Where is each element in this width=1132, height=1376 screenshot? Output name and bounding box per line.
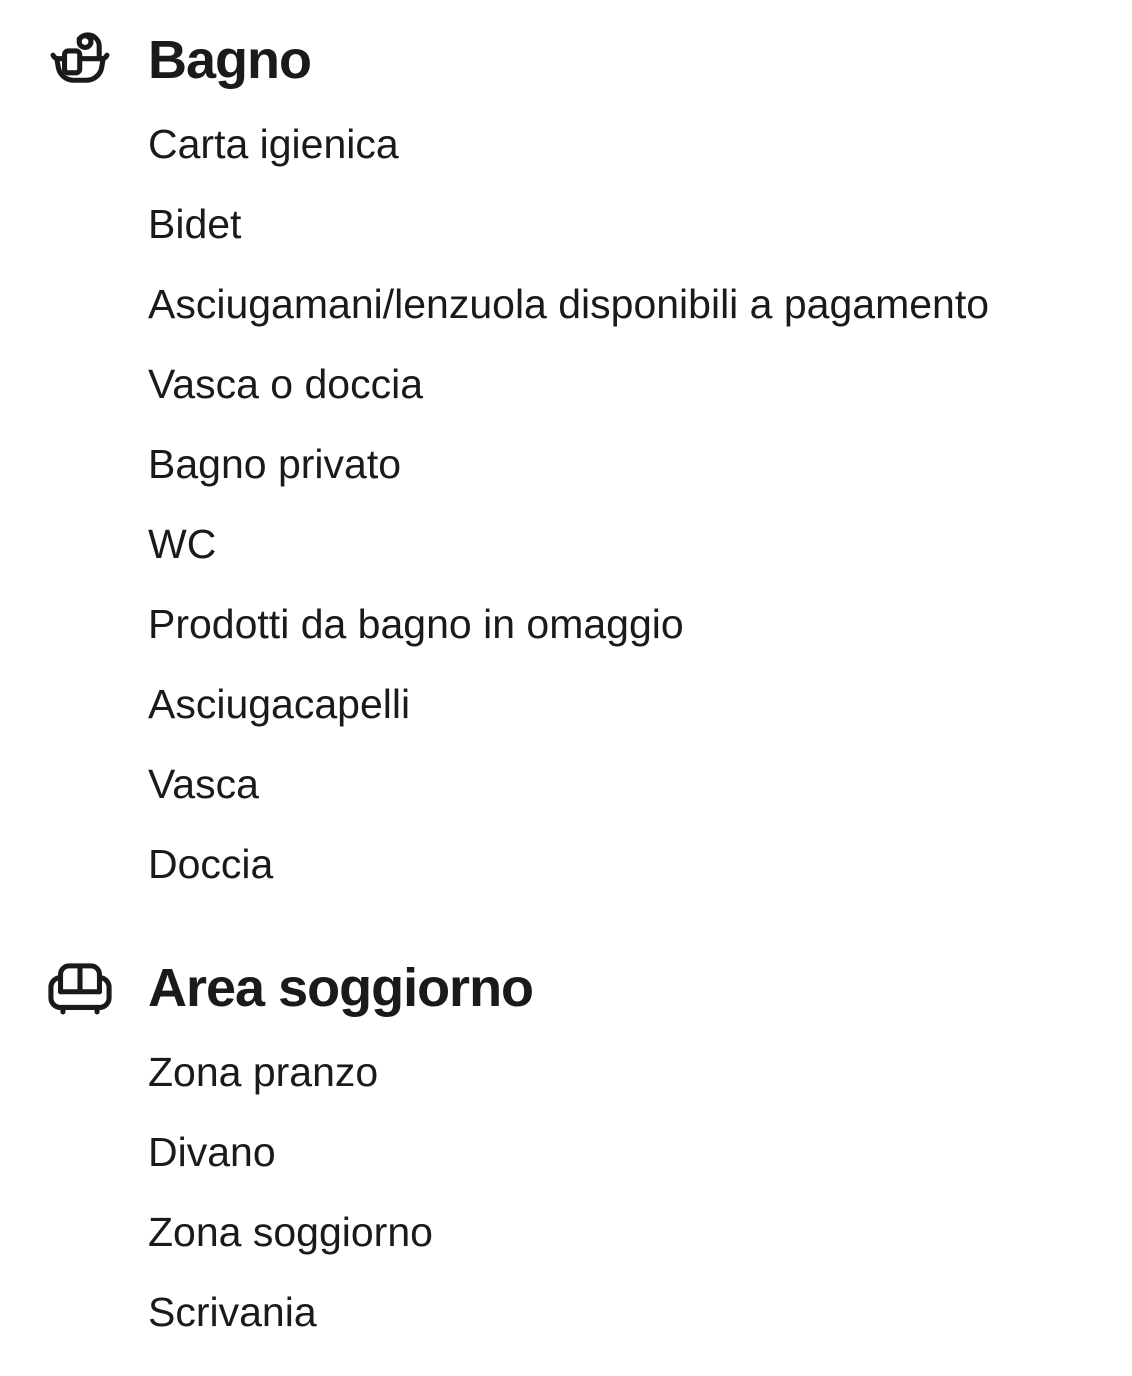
section-header — [0, 956, 1132, 1020]
amenity-item: Carta igienica — [148, 121, 399, 167]
amenity-item: Divano — [148, 1129, 276, 1175]
amenity-section — [0, 956, 1132, 1352]
amenity-item: Asciugamani/lenzuola disponibili a pagamento — [148, 281, 990, 327]
section-title: Area soggiorno — [148, 958, 534, 1018]
section-title: Bagno — [148, 30, 311, 90]
amenity-item-list — [0, 104, 1132, 904]
section-header — [0, 28, 1132, 92]
amenity-section — [0, 28, 1132, 904]
amenity-item: Vasca o doccia — [148, 361, 424, 407]
amenity-item-list — [0, 1032, 1132, 1352]
amenity-item: Zona soggiorno — [148, 1209, 433, 1255]
amenity-item: Scrivania — [148, 1289, 317, 1335]
amenity-item: Doccia — [148, 841, 274, 887]
bathtub-icon — [48, 28, 112, 92]
amenity-item: Bidet — [148, 201, 242, 247]
amenity-item: WC — [148, 521, 217, 567]
amenity-item: Prodotti da bagno in omaggio — [148, 601, 684, 647]
sofa-icon — [48, 956, 112, 1020]
amenity-item: Vasca — [148, 761, 259, 807]
amenity-item: Asciugacapelli — [148, 681, 411, 727]
amenity-item: Bagno privato — [148, 441, 402, 487]
amenity-item: Zona pranzo — [148, 1049, 379, 1095]
